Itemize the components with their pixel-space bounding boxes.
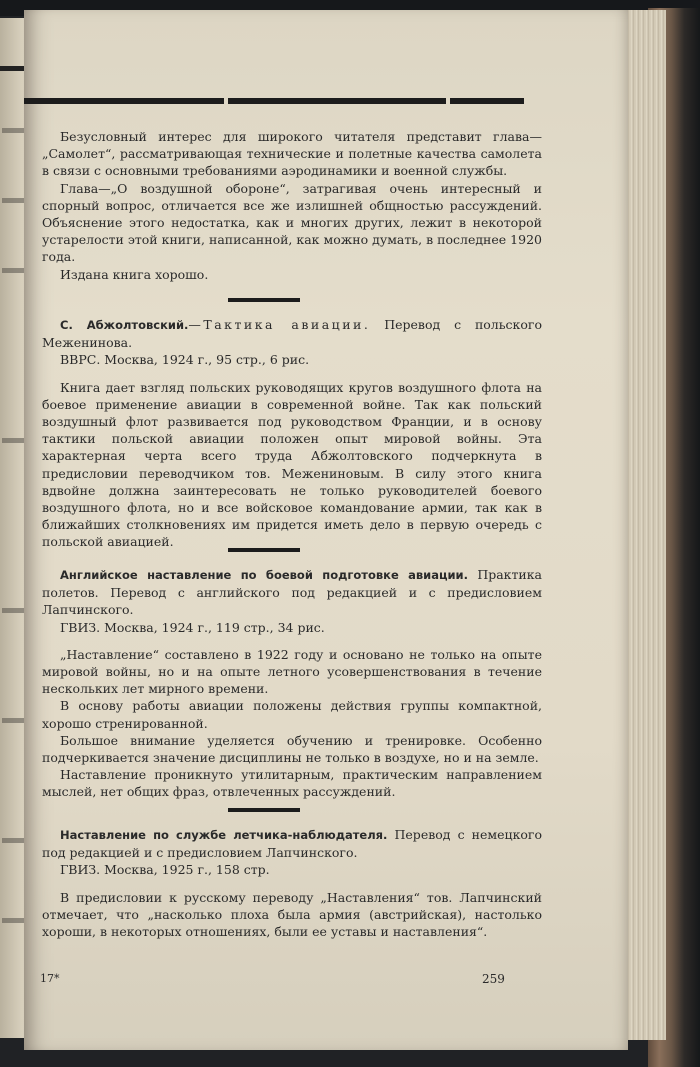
entry-details: Практика полетов. Перевод с английского под редакцией и с предисловием Лапчинского. bbox=[42, 567, 543, 618]
review-entry-observer-manual bbox=[42, 826, 542, 940]
entry-title: —Тактика авиации. bbox=[188, 317, 371, 332]
paragraph: Наставление проникнуто утилитарным, практическим направлением мыслей, нет общих фраз, отвлеченных рассуждений. bbox=[42, 767, 542, 800]
review-entry-tactics bbox=[42, 316, 542, 551]
section-separator bbox=[228, 298, 300, 302]
entry-details: Перевод с польского Межениновa. bbox=[42, 317, 542, 351]
paragraph: „Наставление“ составлено в 1922 году и основано не только на опыте мировой войны, но и на опыте летного усовершенствования в течение нескольких лет мирного времени. bbox=[42, 646, 542, 697]
paragraph: В основу работы авиации положены действия группы компактной, хорошо стренированной. bbox=[42, 698, 542, 731]
entry-heading bbox=[42, 566, 542, 619]
entry-publication: ГВИЗ. Москва, 1925 г., 158 стр. bbox=[60, 862, 270, 878]
entry-author: С. Абжолтовский. bbox=[60, 318, 189, 332]
entry-publication: ГВИЗ. Москва, 1924 г., 119 стр., 34 рис. bbox=[60, 619, 325, 635]
paragraph: Издана книга хорошо. bbox=[60, 266, 209, 282]
page-number: 259 bbox=[482, 972, 505, 986]
entry-publication: ВВРС. Москва, 1924 г., 95 стр., 6 рис. bbox=[60, 352, 310, 368]
entry-title: Английское наставление по боевой подготовке авиации. bbox=[60, 568, 468, 582]
section-separator bbox=[228, 548, 300, 552]
paragraph: В предисловии к русскому переводу „Наставления“ тов. Лапчинский отмечает, что „насколько плоха была армия (австрийская), настолько хороши, в некоторых отношениях, были ее уставы и наставления“. bbox=[42, 889, 542, 940]
review-continuation bbox=[42, 128, 542, 283]
entry-heading bbox=[42, 826, 542, 861]
paragraph: Книга дает взгляд польских руководящих кругов воздушного флота на боевое применение авиации в современной войне. Так как польский воздушный флот развивается под руководством Франции, и в основу тактики польской авиации положен опыт мировой войны. Эта характерная черта всего труда Абжолтовского подчеркнута в предисловии переводчиком тов. Межениновым. В силу этого книга вдвойне должна заинтересовать не только руководителей боевого воздушного флота, но и все войсковое командование армии, так как в ближайших столкновениях им придется иметь дело в первую очередь с польской авиацией. bbox=[42, 379, 542, 550]
signature-mark: 17* bbox=[40, 972, 60, 985]
section-separator bbox=[228, 808, 300, 812]
book-page bbox=[24, 10, 628, 1050]
header-rule bbox=[450, 98, 524, 104]
paragraph: Безусловный интерес для широкого читателя представит глава—„Самолет“, рассматривающая технические и полетные качества самолета в связи с основными требованиями аэродинамики и военной службы. bbox=[42, 129, 542, 179]
paragraph: Большое внимание уделяется обучению и тренировке. Особенно подчеркивается значение дисциплины не только в воздухе, но и на земле. bbox=[42, 732, 542, 766]
review-entry-english-manual bbox=[42, 566, 542, 801]
header-rule bbox=[24, 98, 224, 104]
paragraph: Глава—„О воздушной обороне“, затрагивая очень интересный и спорный вопрос, отличается все же излишней общностью рассуждений. Объяснение этого недостатка, как и многих других, лежит в некоторой устарелости этой книги, написанной, как можно думать, в последнее 1920 года. bbox=[42, 180, 542, 265]
entry-title: Наставление по службе летчика-наблюдателя. bbox=[60, 828, 388, 842]
entry-details: Перевод с немецкого под редакцией и с предисловием Лапчинского. bbox=[42, 827, 542, 861]
entry-heading bbox=[42, 316, 542, 351]
header-rule bbox=[228, 98, 446, 104]
